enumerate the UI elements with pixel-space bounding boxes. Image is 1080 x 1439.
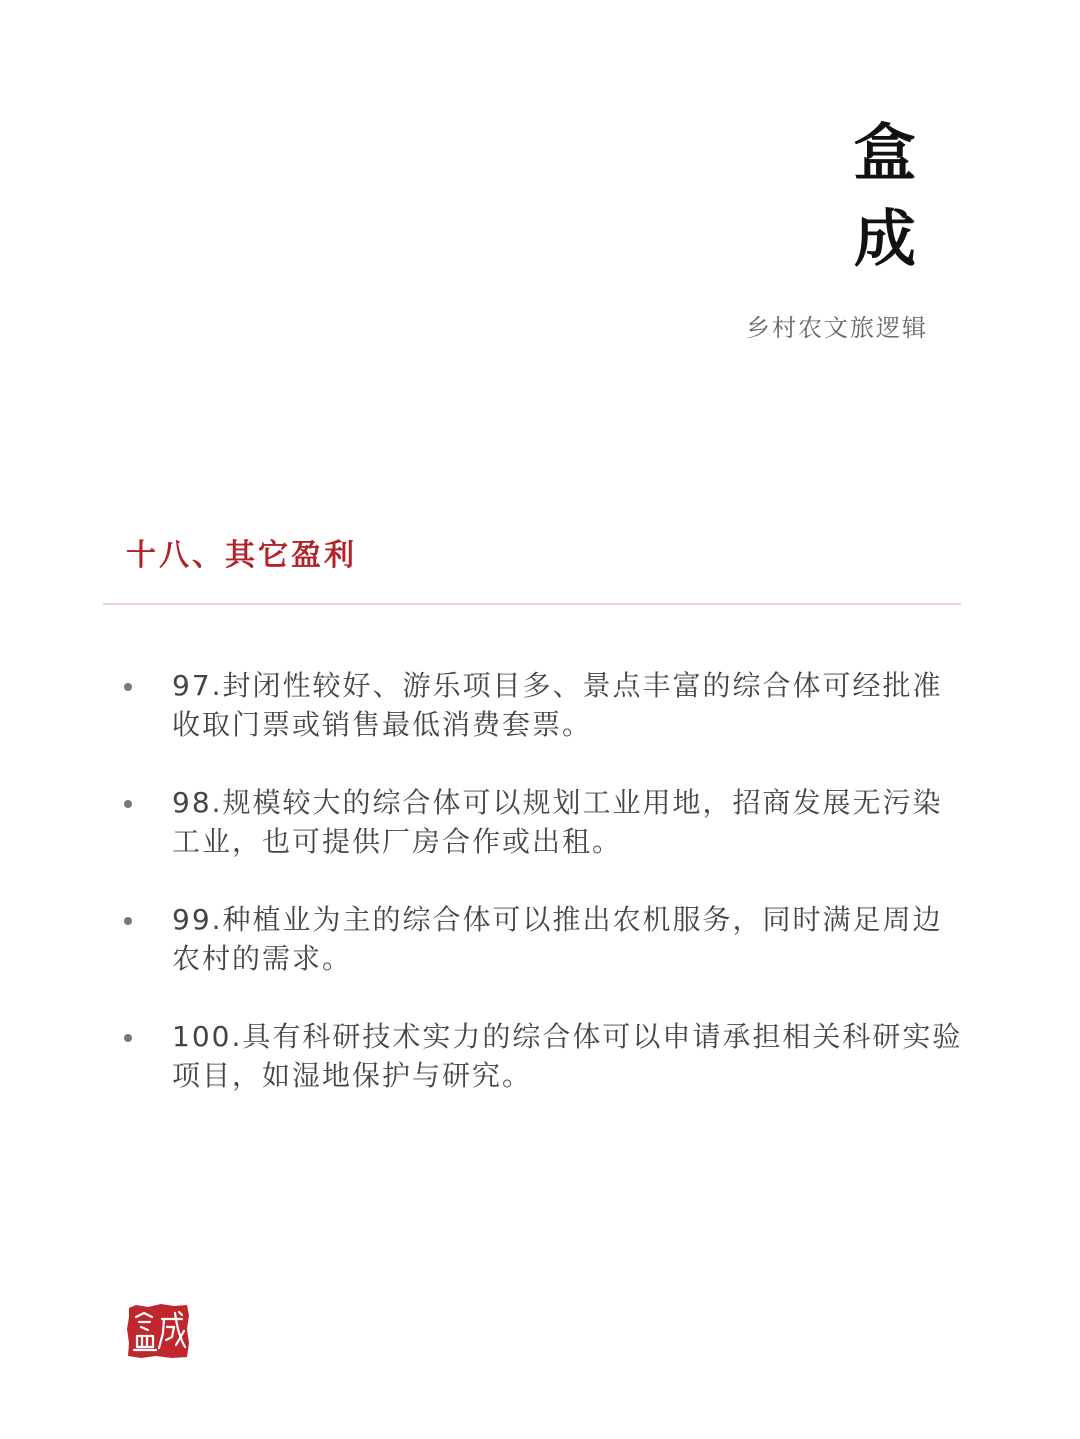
list-item bbox=[120, 783, 970, 861]
list-item-text: 97.封闭性较好、游乐项目多、景点丰富的综合体可经批准收取门票或销售最低消费套票。 bbox=[172, 669, 943, 741]
list-item bbox=[120, 900, 970, 978]
bullet-icon bbox=[124, 917, 132, 925]
content-list bbox=[120, 666, 970, 1134]
list-item-text: 98.规模较大的综合体可以规划工业用地，招商发展无污染工业，也可提供厂房合作或出租。 bbox=[172, 786, 943, 858]
brand-logo bbox=[840, 110, 930, 282]
list-item-text: 99.种植业为主的综合体可以推出农机服务，同时满足周边农村的需求。 bbox=[172, 903, 943, 975]
list-item bbox=[120, 1017, 970, 1095]
bullet-icon bbox=[124, 1034, 132, 1042]
list-item-text: 100.具有科研技术实力的综合体可以申请承担相关科研实验项目，如湿地保护与研究。 bbox=[172, 1020, 963, 1092]
seal-stamp-icon bbox=[126, 1303, 190, 1359]
section-title: 十八、其它盈利 bbox=[126, 538, 357, 573]
section-divider bbox=[103, 603, 961, 605]
tagline: 乡村农文旅逻辑 bbox=[746, 314, 928, 342]
brand-char-2: 成 bbox=[853, 202, 916, 275]
bullet-icon bbox=[124, 800, 132, 808]
brand-char-1: 盒 bbox=[853, 116, 916, 189]
list-item bbox=[120, 666, 970, 744]
bullet-icon bbox=[124, 683, 132, 691]
